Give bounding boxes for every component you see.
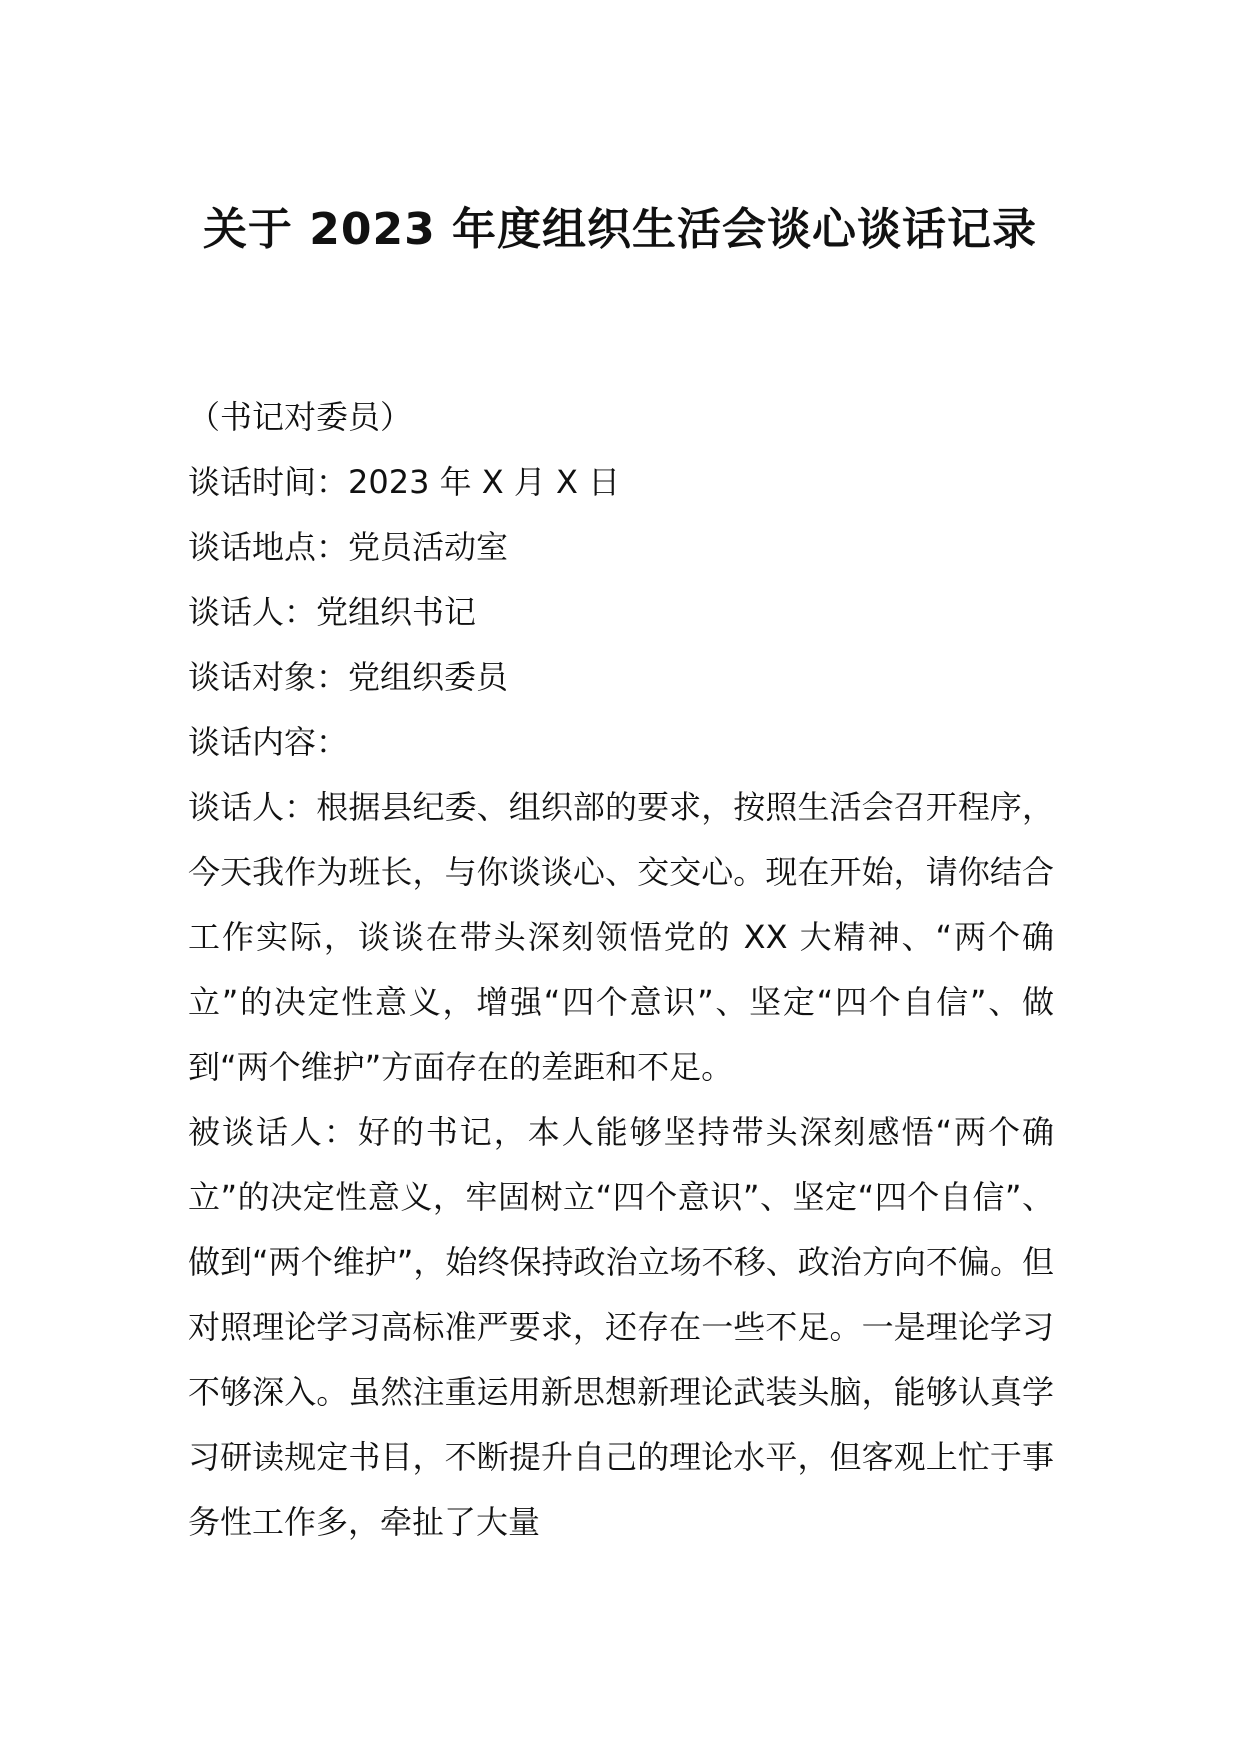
paragraph-speaker: 谈话人：根据县纪委、组织部的要求，按照生活会召开程序，今天我作为班长，与你谈谈心、交交心。现在开始，请你结合工作实际，谈谈在带头深刻领悟党的 XX 大精神、“两个确立”的决定性意义，增强“四个意识”、坚定“四个自信”、做到“两个维护”方面存在的差距和不足。 xyxy=(188,788,1054,1086)
document-body xyxy=(188,385,1054,1555)
document-title: 关于 2023 年度组织生活会谈心谈话记录 xyxy=(202,204,1038,255)
talk-content-label: 谈话内容： xyxy=(188,723,349,761)
talk-target: 谈话对象：党组织委员 xyxy=(188,658,509,696)
document-subtitle: （书记对委员） xyxy=(188,398,413,436)
talk-speaker: 谈话人：党组织书记 xyxy=(188,593,477,631)
paragraph-respondent: 被谈话人：好的书记，本人能够坚持带头深刻感悟“两个确立”的决定性意义，牢固树立“四个意识”、坚定“四个自信”、做到“两个维护”，始终保持政治立场不移、政治方向不偏。但对照理论学习高标准严要求，还存在一些不足。一是理论学习不够深入。虽然注重运用新思想新理论武装头脑，能够认真学习研读规定书目，不断提升自己的理论水平，但客观上忙于事务性工作多，牵扯了大量 xyxy=(188,1113,1054,1541)
talk-time: 谈话时间：2023 年 X 月 X 日 xyxy=(188,463,621,501)
talk-place: 谈话地点：党员活动室 xyxy=(188,528,509,566)
